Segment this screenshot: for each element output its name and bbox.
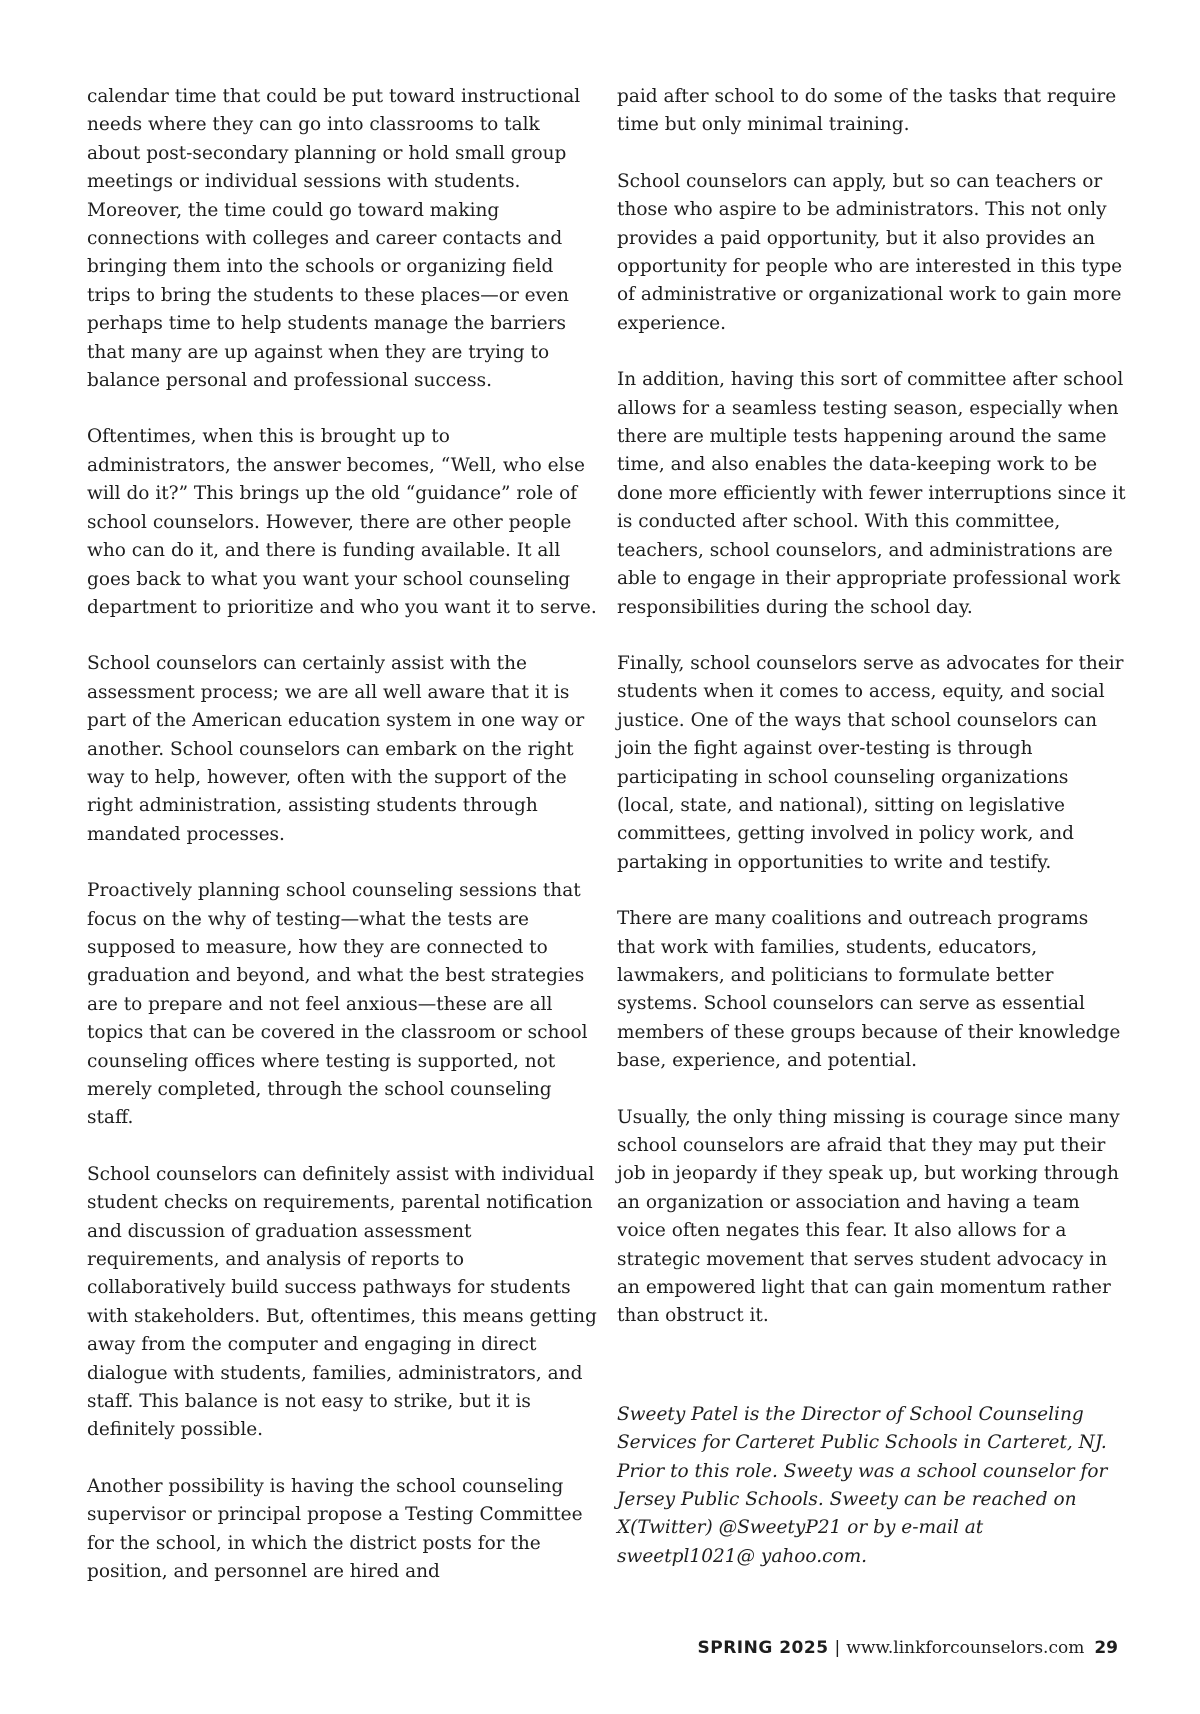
- left-column: [87, 83, 597, 1615]
- paragraph: School counselors can definitely assist with individual student checks on requirements, parental notification and discussion of graduation assessment requirements, and analysis of reports to collaboratively build success pathways for students with stakeholders. But, oftentimes, this means getting away from the computer and engaging in direct dialogue with students, families, administrators, and staff. This balance is not easy to strike, but it is definitely possible.: [87, 1163, 597, 1441]
- issue-season: SPRING 2025: [697, 1638, 829, 1658]
- right-column: [617, 83, 1127, 1599]
- paragraph: Usually, the only thing missing is courage since many school counselors are afraid that they may put their job in jeopardy if they speak up, but working through an organization or association and having a team voice often negates this fear. It also allows for a strategic movement that serves student advocacy in an empowered light that can gain momentum rather than obstruct it.: [617, 1106, 1120, 1327]
- paragraph: School counselors can apply, but so can teachers or those who aspire to be administrators. This not only provides a paid opportunity, but it also provides an opportunity for people who are interested in this type of administrative or organizational work to gain more experience.: [617, 170, 1123, 334]
- footer-separator: |: [834, 1638, 841, 1658]
- paragraph: There are many coalitions and outreach programs that work with families, students, educators, lawmakers, and politicians to formulate better systems. School counselors can serve as essential members of these groups because of their knowledge base, experience, and potential.: [617, 908, 1121, 1072]
- paragraph: Oftentimes, when this is brought up to administrators, the answer becomes, “Well, who else will do it?” This brings up the old “guidance” role of school counselors. However, there are other people who can do it, and there is funding available. It all goes back to what you want your school counseling department to prioritize and who you want it to serve.: [87, 426, 597, 618]
- website-link[interactable]: www.linkforcounselors.com: [846, 1638, 1085, 1658]
- paragraph: Another possibility is having the school counseling supervisor or principal propose a Testing Committee for the school, in which the district posts for the position, and personnel are hired and: [87, 1475, 583, 1583]
- page-footer: [697, 1636, 1118, 1660]
- paragraph: School counselors can certainly assist with the assessment process; we are all well aware that it is part of the American education system in one way or another. School counselors can embark on the right way to help, however, often with the support of the right administration, assisting students through mandated processes.: [87, 653, 585, 845]
- paragraph: calendar time that could be put toward instructional needs where they can go into classrooms to talk about post-secondary planning or hold small group meetings or individual sessions with students. Moreover, the time could go toward making connections with colleges and career contacts and bringing them into the schools or organizing field trips to bring the students to these places—or even perhaps time to help students manage the barriers that many are up against when they are trying to balance personal and professional success.: [87, 86, 581, 392]
- page-number: 29: [1094, 1638, 1118, 1658]
- author-bio: Sweety Patel is the Director of School Counseling Services for Carteret Public Schools in Carteret, NJ. Prior to this role. Sweety was a school counselor for Jersey Public Schools. Sweety can be reached on X(Twitter) @SweetyP21 or by e-mail at sweetpl1021@ yahoo.com.: [617, 1403, 1108, 1567]
- paragraph: Finally, school counselors serve as advocates for their students when it comes to access, equity, and social justice. One of the ways that school counselors can join the fight against over-testing is through participating in school counseling organizations (local, state, and national), sitting on legislative committees, getting involved in policy work, and partaking in opportunities to write and testify.: [617, 652, 1124, 873]
- paragraph: paid after school to do some of the tasks that require time but only minimal training.: [617, 86, 1117, 136]
- paragraph: Proactively planning school counseling sessions that focus on the why of testing—what the tests are supposed to measure, how they are connected to graduation and beyond, and what the best strategies are to prepare and not feel anxious—these are all topics that can be covered in the classroom or school counseling offices where testing is supported, not merely completed, through the school counseling staff.: [87, 880, 588, 1129]
- paragraph: In addition, having this sort of committee after school allows for a seamless testing season, especially when there are multiple tests happening around the same time, and also enables the data-keeping work to be done more efficiently with fewer interruptions since it is conducted after school. With this committee, teachers, school counselors, and administrations are able to engage in their appropriate professional work responsibilities during the school day.: [617, 369, 1126, 618]
